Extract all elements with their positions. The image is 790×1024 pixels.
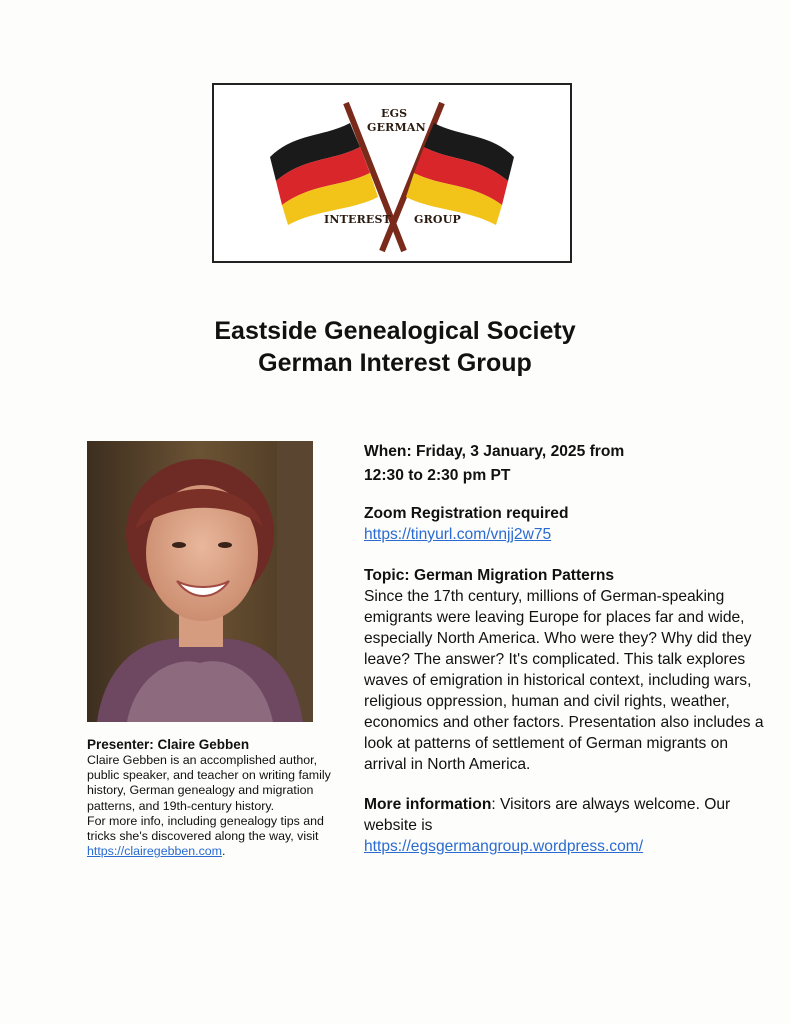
logo-text-egs: EGS (381, 107, 408, 120)
right-flag-icon (406, 123, 514, 225)
zoom-heading: Zoom Registration required (364, 505, 569, 522)
website-link[interactable]: https://egsgermangroup.wordpress.com/ (364, 838, 644, 855)
presenter-more-info (87, 814, 337, 860)
more-info-label: More information (364, 796, 492, 813)
more-info-text: : Visitors are always welcome. Our website is (364, 796, 731, 834)
more-info-paragraph (364, 794, 764, 836)
logo-text-german: GERMAN (367, 121, 426, 134)
topic-body: Since the 17th century, millions of German-speaking emigrants were leaving Europe for places far and wide, especially North America. Who were they? Why did they leave? The answer? It's complicated. This talk explores waves of emigration in historical context, including wars, religious oppression, human and civil rights, weather, economics and other factors. Presentation also includes a look at patterns of settlement of German migrants on arrival in North America. (364, 588, 764, 773)
logo-text-group: GROUP (414, 213, 461, 226)
presenter-more-info-text: For more info, including genealogy tips and tricks she's discovered along the way, visit (87, 813, 324, 844)
presenter-website-link[interactable]: https://clairegebben.com (87, 844, 222, 859)
topic-heading: Topic: German Migration Patterns (364, 567, 615, 584)
presenter-heading: Presenter: Claire Gebben (87, 737, 250, 752)
presenter-section (87, 736, 337, 859)
event-details (364, 440, 764, 857)
presenter-link-suffix: . (222, 844, 226, 859)
event-when-line1: When: Friday, 3 January, 2025 from (364, 443, 625, 460)
event-when-line2: 12:30 to 2:30 pm PT (364, 467, 511, 484)
presenter-bio: Claire Gebben is an accomplished author, public speaker, and teacher on writing family history, German genealogy and migration patterns, and 19th-century history. (87, 753, 331, 813)
logo-box (212, 83, 572, 263)
page-title: Eastside Genealogical Society (214, 317, 576, 345)
zoom-registration-link[interactable]: https://tinyurl.com/vnjj2w75 (364, 526, 552, 543)
page-subtitle: German Interest Group (258, 349, 532, 377)
presenter-photo (87, 441, 313, 722)
logo-text-interest: INTEREST (324, 213, 392, 226)
